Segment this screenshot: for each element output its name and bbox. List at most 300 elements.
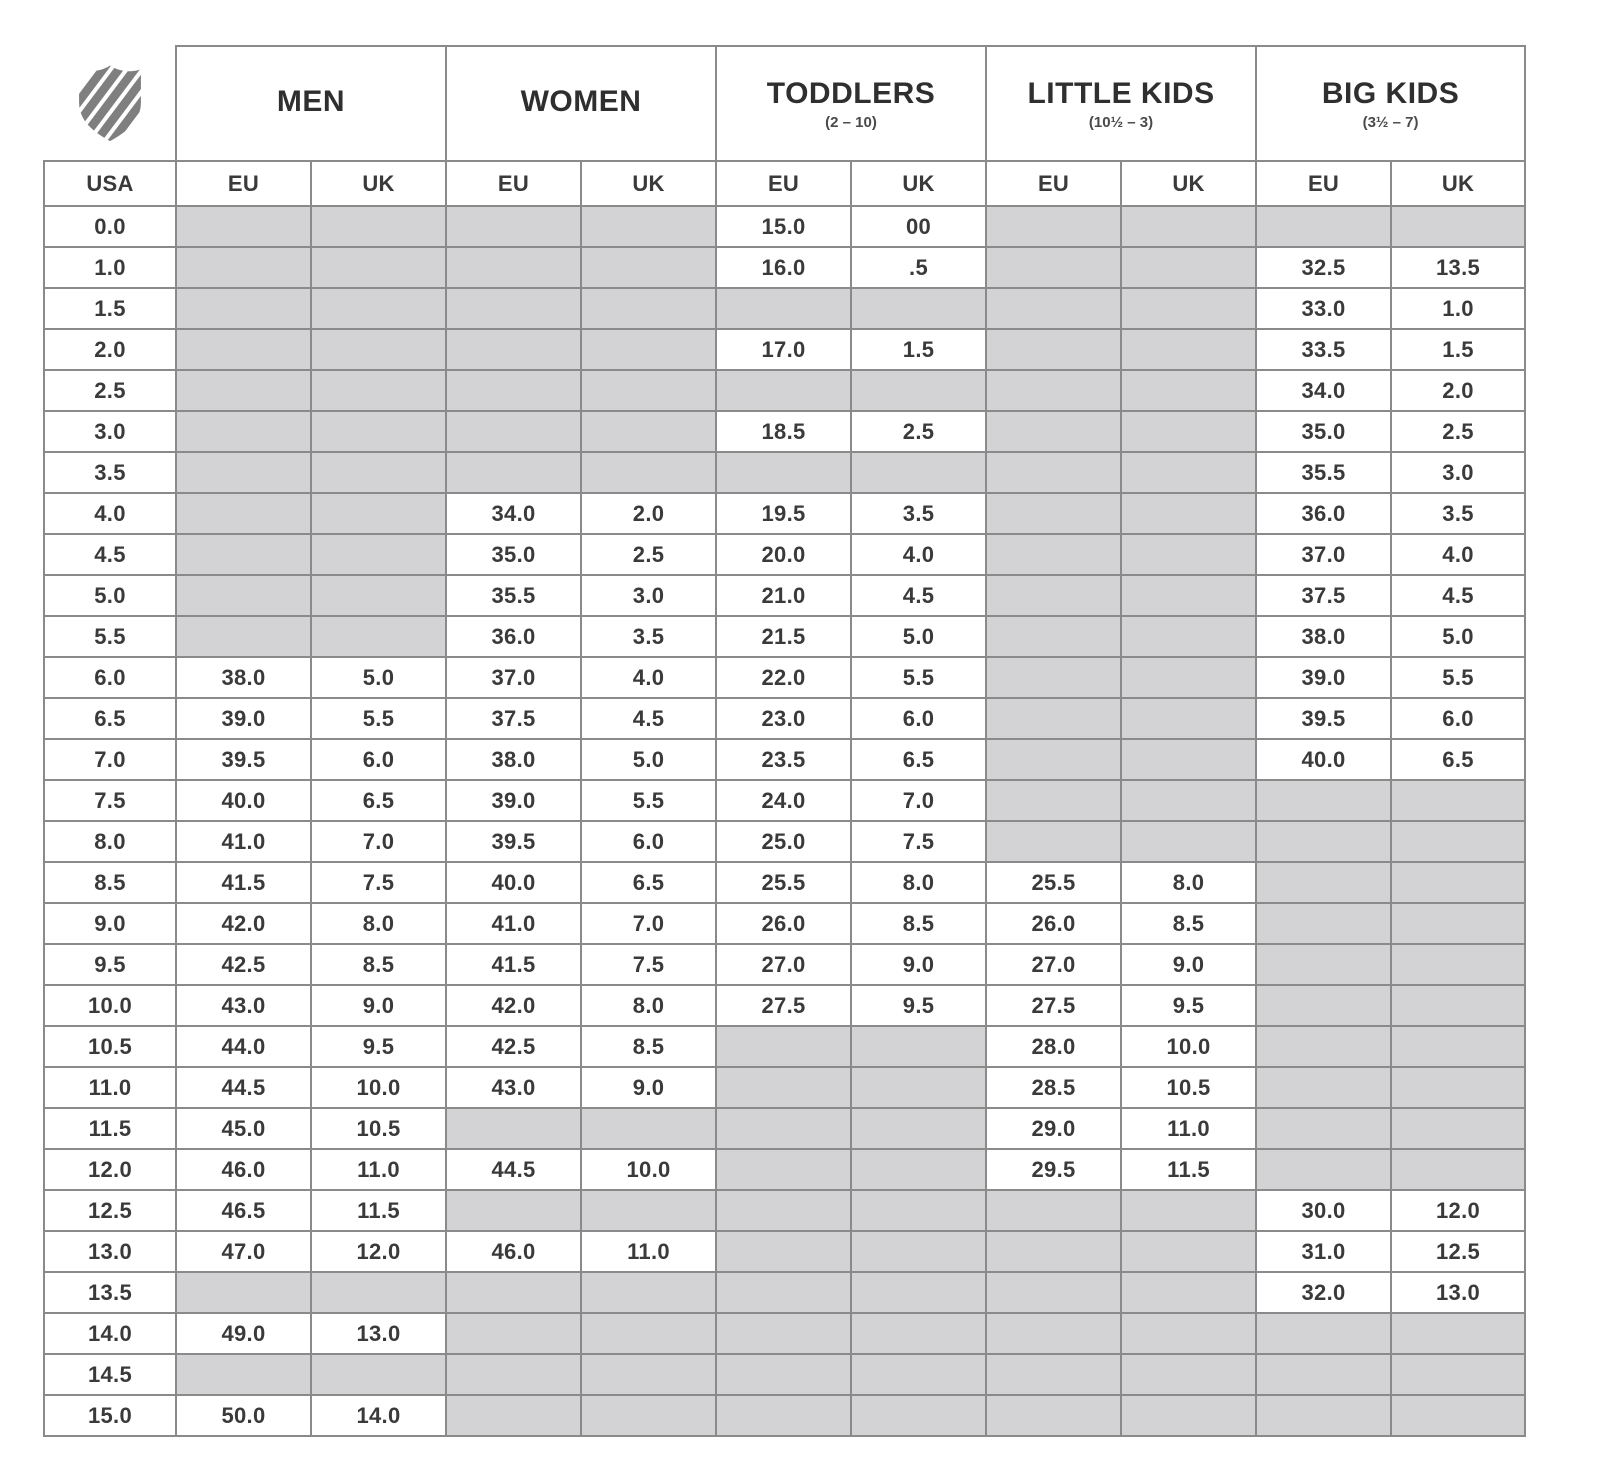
size-cell [1391, 1313, 1525, 1354]
size-cell [581, 411, 716, 452]
size-cell [1256, 1108, 1391, 1149]
size-cell [581, 1272, 716, 1313]
table-row [44, 493, 1525, 534]
size-cell: 6.5 [851, 739, 986, 780]
size-cell: 35.0 [1256, 411, 1391, 452]
size-cell: 37.0 [1256, 534, 1391, 575]
size-cell [311, 575, 446, 616]
size-cell [1121, 780, 1256, 821]
size-cell: 4.0 [1391, 534, 1525, 575]
size-cell: 12.0 [311, 1231, 446, 1272]
size-cell [446, 1272, 581, 1313]
size-cell [1256, 1395, 1391, 1436]
usa-size-cell: 3.0 [44, 411, 176, 452]
size-cell: 5.5 [1391, 657, 1525, 698]
size-cell: 10.0 [1121, 1026, 1256, 1067]
size-cell: 42.0 [446, 985, 581, 1026]
size-cell [1121, 698, 1256, 739]
size-cell: 4.0 [581, 657, 716, 698]
usa-size-cell: 8.0 [44, 821, 176, 862]
size-cell [986, 821, 1121, 862]
size-cell: 20.0 [716, 534, 851, 575]
size-cell: 41.0 [446, 903, 581, 944]
size-cell [986, 575, 1121, 616]
size-cell [581, 1313, 716, 1354]
size-cell: 46.5 [176, 1190, 311, 1231]
column-header-men-eu: EU [176, 161, 311, 206]
column-header-big-kids-uk: UK [1391, 161, 1525, 206]
size-cell [176, 452, 311, 493]
size-cell: 9.5 [311, 1026, 446, 1067]
size-cell [1121, 821, 1256, 862]
size-cell [851, 452, 986, 493]
size-cell: 24.0 [716, 780, 851, 821]
size-cell [311, 534, 446, 575]
table-row [44, 1231, 1525, 1272]
size-cell [986, 1272, 1121, 1313]
size-cell [176, 329, 311, 370]
size-cell: 9.5 [851, 985, 986, 1026]
size-cell: 6.0 [851, 698, 986, 739]
size-cell [1121, 657, 1256, 698]
table-row [44, 862, 1525, 903]
size-cell [1391, 985, 1525, 1026]
group-header-little-kids [986, 46, 1256, 161]
size-cell [581, 288, 716, 329]
size-cell [1256, 1354, 1391, 1395]
group-header-women [446, 46, 716, 161]
column-header-women-uk: UK [581, 161, 716, 206]
size-cell: 9.0 [1121, 944, 1256, 985]
size-cell [176, 411, 311, 452]
size-cell [986, 247, 1121, 288]
column-header-big-kids-eu: EU [1256, 161, 1391, 206]
usa-size-cell: 10.0 [44, 985, 176, 1026]
size-cell: 38.0 [446, 739, 581, 780]
size-cell: 36.0 [1256, 493, 1391, 534]
size-cell: 42.5 [176, 944, 311, 985]
size-cell [1391, 903, 1525, 944]
size-cell [986, 206, 1121, 247]
size-cell [716, 1149, 851, 1190]
table-row [44, 780, 1525, 821]
size-cell: 6.5 [581, 862, 716, 903]
size-cell: 3.0 [1391, 452, 1525, 493]
size-cell [986, 452, 1121, 493]
usa-size-cell: 11.5 [44, 1108, 176, 1149]
size-cell [851, 1108, 986, 1149]
size-cell: 26.0 [716, 903, 851, 944]
column-header-row [44, 161, 1525, 206]
size-cell: 10.0 [581, 1149, 716, 1190]
size-cell [716, 452, 851, 493]
size-cell: 27.5 [716, 985, 851, 1026]
size-cell: 21.5 [716, 616, 851, 657]
size-cell [1121, 370, 1256, 411]
size-cell [851, 1354, 986, 1395]
size-cell [581, 329, 716, 370]
size-cell [851, 1190, 986, 1231]
size-cell: 12.5 [1391, 1231, 1525, 1272]
size-cell: 9.0 [581, 1067, 716, 1108]
size-cell [1391, 1395, 1525, 1436]
group-header-big-kids [1256, 46, 1525, 161]
usa-size-cell: 12.0 [44, 1149, 176, 1190]
size-cell: 28.0 [986, 1026, 1121, 1067]
size-cell [311, 329, 446, 370]
size-cell [1256, 903, 1391, 944]
size-cell: 18.5 [716, 411, 851, 452]
size-cell [1121, 1313, 1256, 1354]
size-cell: 5.0 [851, 616, 986, 657]
size-cell: 3.5 [581, 616, 716, 657]
usa-size-cell: 7.5 [44, 780, 176, 821]
size-cell [716, 370, 851, 411]
table-row [44, 452, 1525, 493]
size-cell: 28.5 [986, 1067, 1121, 1108]
size-cell: 17.0 [716, 329, 851, 370]
size-cell: 10.5 [311, 1108, 446, 1149]
size-cell [1391, 1067, 1525, 1108]
size-cell [446, 370, 581, 411]
size-cell [986, 411, 1121, 452]
size-cell: 23.0 [716, 698, 851, 739]
size-cell [446, 452, 581, 493]
size-cell: 38.0 [176, 657, 311, 698]
size-cell: 11.0 [581, 1231, 716, 1272]
size-cell: 35.5 [1256, 452, 1391, 493]
size-cell [1121, 1231, 1256, 1272]
size-cell [986, 1313, 1121, 1354]
size-cell: 11.0 [1121, 1108, 1256, 1149]
size-cell [446, 411, 581, 452]
size-cell: 39.5 [446, 821, 581, 862]
size-cell: 9.0 [311, 985, 446, 1026]
table-row [44, 1026, 1525, 1067]
table-row [44, 903, 1525, 944]
size-cell [986, 493, 1121, 534]
size-cell: 3.5 [851, 493, 986, 534]
size-cell [851, 1067, 986, 1108]
size-cell [1121, 616, 1256, 657]
group-label: WOMEN [520, 85, 642, 118]
size-cell [446, 1190, 581, 1231]
size-cell [1121, 1354, 1256, 1395]
size-cell: 13.0 [311, 1313, 446, 1354]
size-cell [851, 370, 986, 411]
table-row [44, 1272, 1525, 1313]
size-cell: 7.5 [581, 944, 716, 985]
size-cell: 5.0 [311, 657, 446, 698]
table-row [44, 288, 1525, 329]
size-cell [1121, 288, 1256, 329]
size-cell: 35.0 [446, 534, 581, 575]
size-cell [1391, 1108, 1525, 1149]
size-cell: 4.5 [851, 575, 986, 616]
usa-size-cell: 12.5 [44, 1190, 176, 1231]
size-cell: 8.0 [1121, 862, 1256, 903]
size-cell [986, 288, 1121, 329]
size-cell [176, 370, 311, 411]
size-cell [581, 1395, 716, 1436]
size-cell: 12.0 [1391, 1190, 1525, 1231]
size-cell: 39.0 [446, 780, 581, 821]
size-cell: 38.0 [1256, 616, 1391, 657]
size-cell: 8.0 [311, 903, 446, 944]
size-cell: 13.5 [1391, 247, 1525, 288]
size-cell: 39.0 [176, 698, 311, 739]
usa-size-cell: 1.5 [44, 288, 176, 329]
size-cell [716, 288, 851, 329]
table-row [44, 739, 1525, 780]
usa-size-cell: 0.0 [44, 206, 176, 247]
size-cell [986, 616, 1121, 657]
group-label: MEN [276, 85, 346, 118]
size-cell [1256, 780, 1391, 821]
column-header-women-eu: EU [446, 161, 581, 206]
size-cell [446, 329, 581, 370]
size-cell: 40.0 [176, 780, 311, 821]
size-cell [311, 1354, 446, 1395]
table-row [44, 1190, 1525, 1231]
size-cell: 2.0 [581, 493, 716, 534]
size-cell: 1.5 [1391, 329, 1525, 370]
size-cell: 43.0 [446, 1067, 581, 1108]
size-cell [1256, 944, 1391, 985]
column-header-usa: USA [44, 161, 176, 206]
size-cell [986, 1231, 1121, 1272]
size-cell [581, 370, 716, 411]
size-cell [1121, 1395, 1256, 1436]
size-cell: 27.0 [986, 944, 1121, 985]
size-cell: 2.5 [851, 411, 986, 452]
group-label: BIG KIDS [1321, 76, 1460, 110]
size-cell: 14.0 [311, 1395, 446, 1436]
size-cell: 4.5 [1391, 575, 1525, 616]
usa-size-cell: 10.5 [44, 1026, 176, 1067]
size-cell [851, 1272, 986, 1313]
size-cell: 32.0 [1256, 1272, 1391, 1313]
size-cell: 39.5 [1256, 698, 1391, 739]
table-row [44, 698, 1525, 739]
size-cell [1391, 1026, 1525, 1067]
size-cell: 41.5 [176, 862, 311, 903]
size-cell [176, 1354, 311, 1395]
usa-size-cell: 4.0 [44, 493, 176, 534]
size-cell: 40.0 [1256, 739, 1391, 780]
size-cell [311, 493, 446, 534]
size-cell: 35.5 [446, 575, 581, 616]
usa-size-cell: 14.5 [44, 1354, 176, 1395]
usa-size-cell: 4.5 [44, 534, 176, 575]
size-cell: 2.0 [1391, 370, 1525, 411]
size-cell: 40.0 [446, 862, 581, 903]
size-cell [581, 452, 716, 493]
usa-size-cell: 5.0 [44, 575, 176, 616]
size-cell [446, 1313, 581, 1354]
size-cell: 44.5 [176, 1067, 311, 1108]
size-cell: 5.0 [581, 739, 716, 780]
size-cell [1121, 452, 1256, 493]
size-cell [986, 780, 1121, 821]
size-cell: 4.0 [851, 534, 986, 575]
size-cell [581, 1354, 716, 1395]
size-cell [716, 1026, 851, 1067]
shoe-size-conversion-table [43, 45, 1526, 1437]
size-cell: 49.0 [176, 1313, 311, 1354]
size-cell [581, 247, 716, 288]
size-cell: 29.0 [986, 1108, 1121, 1149]
size-cell: 2.5 [1391, 411, 1525, 452]
size-cell [1121, 493, 1256, 534]
column-header-little-kids-uk: UK [1121, 161, 1256, 206]
kswiss-shield-logo [74, 60, 146, 146]
size-cell [311, 288, 446, 329]
size-cell: 8.0 [581, 985, 716, 1026]
table-row [44, 370, 1525, 411]
size-cell [986, 1395, 1121, 1436]
size-cell [851, 1026, 986, 1067]
size-cell: 34.0 [1256, 370, 1391, 411]
size-cell: 33.0 [1256, 288, 1391, 329]
size-cell [1121, 1272, 1256, 1313]
group-header-toddlers [716, 46, 986, 161]
size-cell: 7.0 [851, 780, 986, 821]
size-cell [311, 1272, 446, 1313]
size-cell: 34.0 [446, 493, 581, 534]
size-cell: 11.5 [311, 1190, 446, 1231]
size-cell: 9.0 [851, 944, 986, 985]
size-cell: .5 [851, 247, 986, 288]
size-cell: 50.0 [176, 1395, 311, 1436]
size-cell: 46.0 [176, 1149, 311, 1190]
table-row [44, 206, 1525, 247]
table-row [44, 411, 1525, 452]
size-cell [176, 575, 311, 616]
size-cell [716, 1108, 851, 1149]
usa-size-cell: 6.0 [44, 657, 176, 698]
size-cell [446, 1395, 581, 1436]
size-cell: 25.0 [716, 821, 851, 862]
table-row [44, 616, 1525, 657]
size-cell: 46.0 [446, 1231, 581, 1272]
group-header-row [44, 46, 1525, 161]
size-cell [851, 1231, 986, 1272]
size-cell [1121, 411, 1256, 452]
usa-size-cell: 5.5 [44, 616, 176, 657]
size-cell: 26.0 [986, 903, 1121, 944]
usa-size-cell: 11.0 [44, 1067, 176, 1108]
size-cell [311, 247, 446, 288]
size-cell: 25.5 [716, 862, 851, 903]
size-cell: 3.5 [1391, 493, 1525, 534]
size-cell: 37.5 [1256, 575, 1391, 616]
size-cell: 13.0 [1391, 1272, 1525, 1313]
size-cell: 5.5 [851, 657, 986, 698]
size-cell: 6.0 [311, 739, 446, 780]
column-header-toddlers-uk: UK [851, 161, 986, 206]
size-cell: 29.5 [986, 1149, 1121, 1190]
size-cell: 27.0 [716, 944, 851, 985]
table-row [44, 1067, 1525, 1108]
table-row [44, 944, 1525, 985]
size-cell [311, 452, 446, 493]
size-cell: 41.5 [446, 944, 581, 985]
size-cell: 10.5 [1121, 1067, 1256, 1108]
size-cell [581, 1108, 716, 1149]
usa-size-cell: 13.0 [44, 1231, 176, 1272]
size-cell: 31.0 [1256, 1231, 1391, 1272]
size-cell [986, 739, 1121, 780]
size-cell [986, 657, 1121, 698]
size-cell: 7.5 [851, 821, 986, 862]
usa-size-cell: 9.0 [44, 903, 176, 944]
size-cell: 15.0 [716, 206, 851, 247]
size-cell: 25.5 [986, 862, 1121, 903]
size-cell: 6.0 [581, 821, 716, 862]
table-row [44, 821, 1525, 862]
table-row [44, 985, 1525, 1026]
size-cell: 8.0 [851, 862, 986, 903]
size-cell [581, 1190, 716, 1231]
size-cell: 37.0 [446, 657, 581, 698]
size-cell: 1.0 [1391, 288, 1525, 329]
size-cell [716, 1354, 851, 1395]
size-cell [1391, 1354, 1525, 1395]
size-cell: 21.0 [716, 575, 851, 616]
size-cell [311, 206, 446, 247]
size-cell [1256, 1313, 1391, 1354]
size-cell: 30.0 [1256, 1190, 1391, 1231]
table-row [44, 575, 1525, 616]
size-cell: 27.5 [986, 985, 1121, 1026]
size-cell: 45.0 [176, 1108, 311, 1149]
group-sublabel: (3½ – 7) [1362, 113, 1419, 131]
size-cell [716, 1313, 851, 1354]
table-row [44, 247, 1525, 288]
size-cell: 33.5 [1256, 329, 1391, 370]
table-row [44, 329, 1525, 370]
usa-size-cell: 14.0 [44, 1313, 176, 1354]
size-cell: 1.5 [851, 329, 986, 370]
size-cell [1256, 862, 1391, 903]
size-cell: 5.5 [581, 780, 716, 821]
size-cell: 6.5 [1391, 739, 1525, 780]
size-cell: 8.5 [851, 903, 986, 944]
size-cell: 10.0 [311, 1067, 446, 1108]
size-cell [1121, 739, 1256, 780]
size-cell [176, 1272, 311, 1313]
size-cell [1256, 1149, 1391, 1190]
column-header-little-kids-eu: EU [986, 161, 1121, 206]
size-cell [1256, 1067, 1391, 1108]
size-cell: 44.0 [176, 1026, 311, 1067]
size-cell [716, 1272, 851, 1313]
group-label: LITTLE KIDS [1027, 76, 1215, 110]
size-cell: 7.0 [581, 903, 716, 944]
size-cell [1391, 206, 1525, 247]
size-cell [986, 1190, 1121, 1231]
usa-size-cell: 3.5 [44, 452, 176, 493]
size-cell [716, 1067, 851, 1108]
size-cell: 7.0 [311, 821, 446, 862]
size-cell: 44.5 [446, 1149, 581, 1190]
usa-size-cell: 2.0 [44, 329, 176, 370]
size-cell [446, 288, 581, 329]
size-cell [716, 1231, 851, 1272]
usa-size-cell: 1.0 [44, 247, 176, 288]
size-cell: 2.5 [581, 534, 716, 575]
